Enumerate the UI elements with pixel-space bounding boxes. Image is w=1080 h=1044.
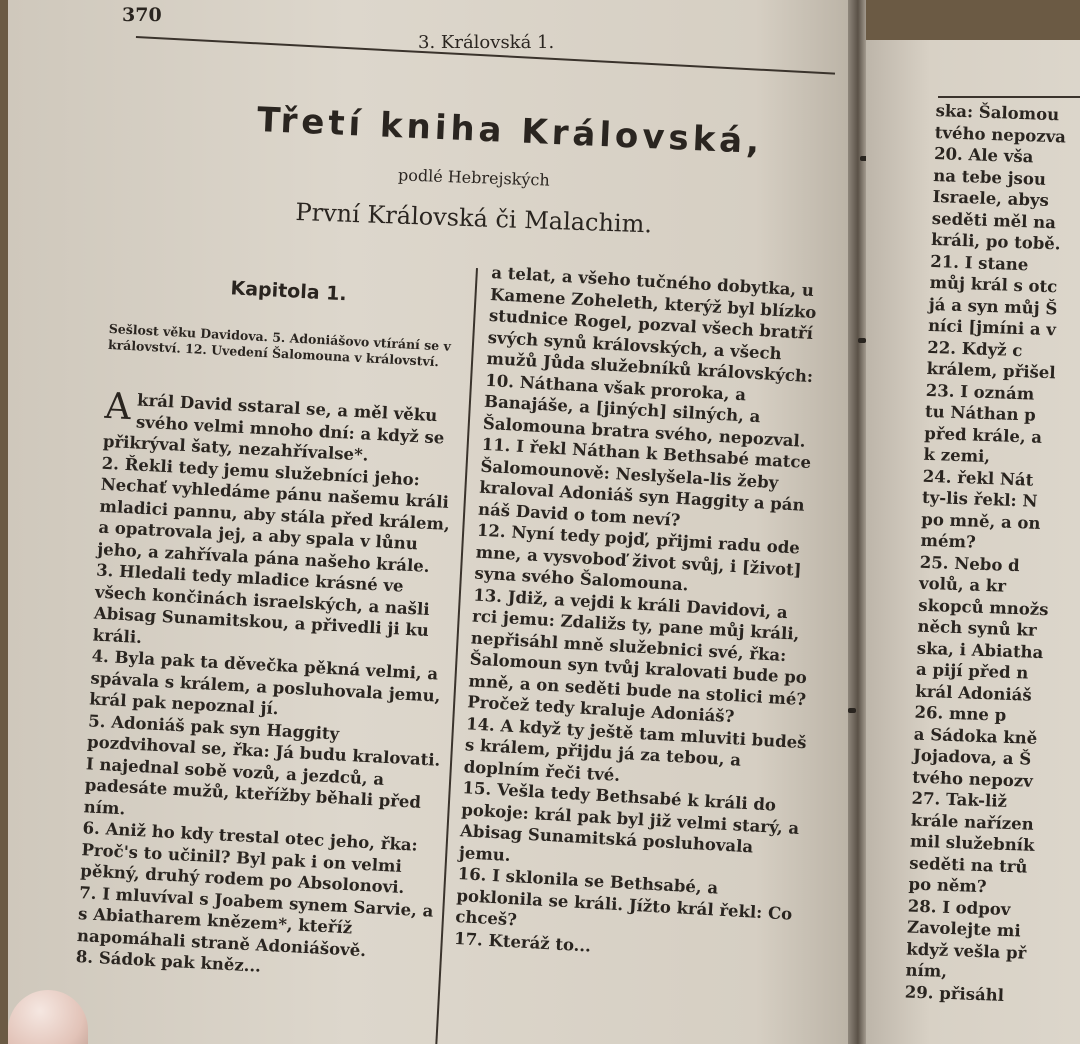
right-page-rule <box>938 96 1080 98</box>
subtitle: podlé Hebrejských <box>397 165 551 190</box>
chapter-summary: Sešlost věku Davidova. 5. Adoniášovo vtírání se v království. 12. Uvedení Šalomouna v království. <box>107 320 452 369</box>
running-head: 3. Královská 1. <box>418 32 555 53</box>
right-page <box>866 40 1080 1044</box>
page-number: 370 <box>122 4 162 26</box>
book-alt-title: První Královská či Malachim. <box>295 198 653 239</box>
gutter-mark <box>848 708 856 713</box>
book-title: Třetí kniha Královská, <box>256 100 764 163</box>
drop-cap: A <box>103 385 132 429</box>
chapter-heading: Kapitola 1. <box>230 276 348 305</box>
gutter-mark <box>858 338 866 343</box>
finger <box>8 990 88 1044</box>
left-text-column <box>75 250 467 986</box>
next-page-text: ska: Šalomou tvého nepozva 20. Ale vša na tebe jsou Israele, abys seděti měl na králi, po tobě. 21. I stane můj král s otc já a syn můj Š níci [jmíni a v 22. Když c králem, přišel 23. I oznám tu Náthan p před krále, a k zemi, 24. řekl Nát ty-lis řekl: N po mně, a on mém? 25. Nebo d volů, a kr skopců množs něch synů kr ska, i Abiatha a pijí před n král Adoniáš 26. mne p a Sádoka kně Jojadova, a Š tvého nepozv 27. Tak-liž krále nařízen mil služebník seděti na trů po něm? 28. I odpov Zavolejte mi když vešla př ním, 29. přisáhl <box>904 100 1067 1005</box>
left-page <box>8 0 858 1044</box>
left-column-text: král David sstaral se, a měl věku svého velmi mnoho dní: a když se přikrýval šaty, nezahřívalse*. 2. Řekli tedy jemu služebníci jeho: Nechať vyhledáme pánu našemu králi mladici pannu, aby stála před králem, a opatrovala jej, a aby spala v lůnu jeho, a zahřívala pána našeho krále. 3. Hledali tedy mladice krásné ve všech končinách israelských, a našli Abisag Sunamitskou, a přivedli ji ku králi. 4. Byla pak ta děvečka pěkná velmi, a spávala s králem, a posluhovala jemu, král pak nepoznal jí. 5. Adoniáš pak syn Haggity pozdvihoval se, řka: Já budu kralovati. I najednal sobě vozů, a jezdců, a padesáte mužů, kteřížby běhali před ním. 6. Aniž ho kdy trestal otec jeho, řka: Proč's to učinil? Byl pak i on velmi pěkný, druhý rodem po Absolonovi. 7. I mluvíval s Joabem synem Sarvie, a s Abiatharem knězem*, kteříž napomáhali straně Adoniášově. 8. Sádok pak kněz... <box>75 390 451 976</box>
right-column-text: a telat, a všeho tučného dobytka, u Kamene Zoheleth, kterýž byl blízko studnice Rogel, pozval všech bratří svých synů královských, a všech mužů Jůda služebníků královských: 10. Náthana však proroka, a Banajáše, a [jiných] silných, a Šalomouna bratra svého, nepozval. 11. I řekl Náthan k Bethsabé matce Šalomounově: Neslyšela-lis žeby kraloval Adoniáš syn Haggity a pán náš David o tom neví? 12. Nyní tedy pojď, přijmi radu ode mne, a vysvoboď život svůj, i [život] syna svého Šalomouna. 13. Jdiž, a vejdi k králi Davidovi, a rci jemu: Zdaližs ty, pane můj králi, nepřisáhl mně služebnici své, řka: Šalomoun syn tvůj kralovati bude po mně, a on seděti bude na stolici mé? Pročež tedy kraluje Adoniáš? 14. A když ty ještě tam mluviti budeš s králem, přijdu já za tebou, a doplním řeči tvé. 15. Vešla tedy Bethsabé k králi do pokoje: král pak byl již velmi starý, a Abisag Sunamitská posluhovala jemu. 16. I sklonila se Bethsabé, a poklonila se králi. Jížto král řekl: Co chceš? 17. Kteráž to... <box>453 262 817 956</box>
